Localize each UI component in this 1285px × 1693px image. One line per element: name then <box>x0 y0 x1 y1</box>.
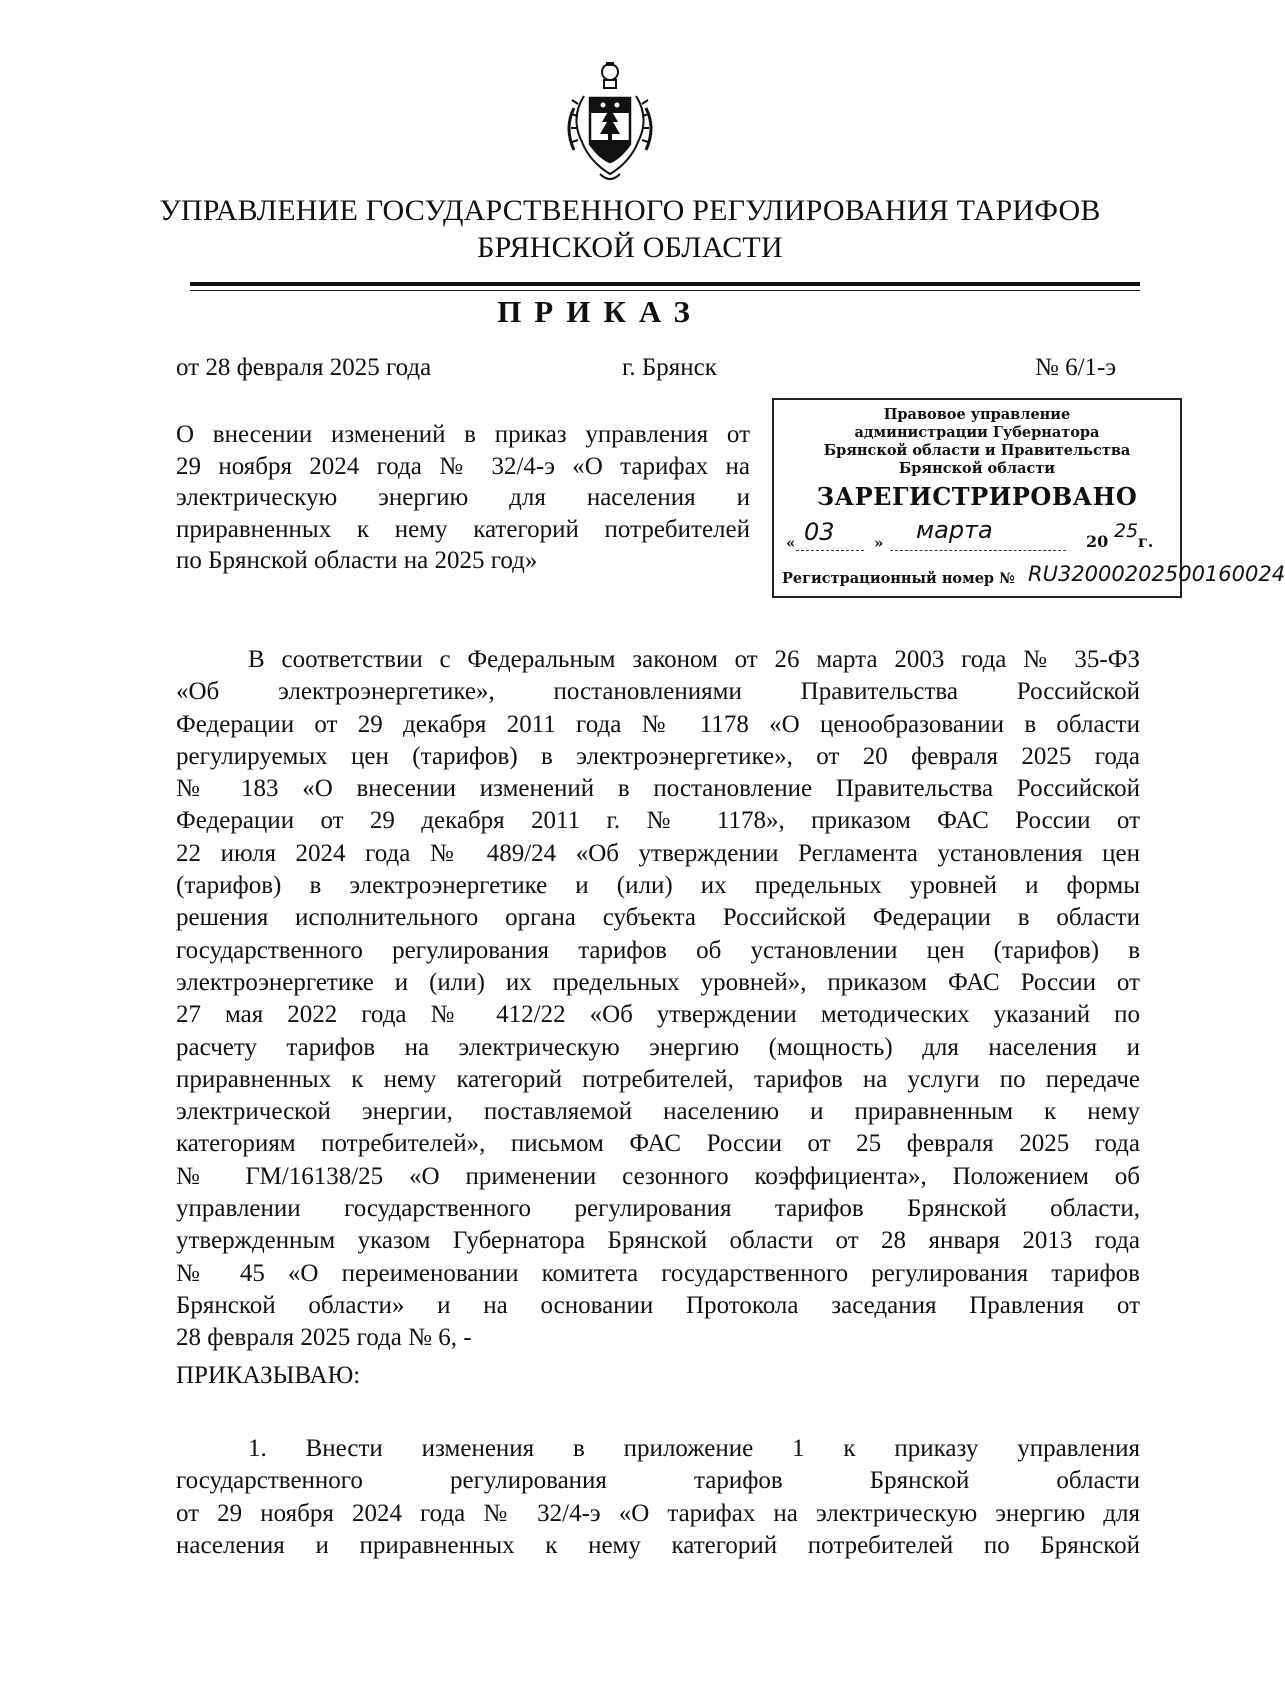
preamble-line: В соответствии с Федеральным законом от 26 марта 2003 года № 35-ФЗ <box>248 646 1140 673</box>
order-city: г. Брянск <box>622 354 717 381</box>
preamble-line: Федерации от 29 декабря 2011 г. № 1178», приказом ФАС России от <box>176 807 1140 835</box>
header-divider-thin <box>190 290 1140 291</box>
stamp-month-underline <box>890 550 1066 551</box>
preamble-line: приравненных к нему категорий потребителей, тарифов на услуги по передаче <box>176 1065 1140 1093</box>
stamp-year-suffix: г. <box>1138 532 1154 551</box>
stamp-date-line <box>786 516 1172 554</box>
item-line: государственного регулирования тарифов Брянской области <box>176 1467 1140 1495</box>
subject-line: приравненных к нему категорий потребителей <box>176 515 750 543</box>
stamp-month-handwritten: марта <box>916 516 993 544</box>
preamble-line: «Об электроэнергетике», постановлениями Правительства Российской <box>176 678 1140 706</box>
header-divider <box>190 282 1140 286</box>
preamble-line: 28 февраля 2025 года № 6, - <box>176 1324 472 1352</box>
order-directive: ПРИКАЗЫВАЮ: <box>176 1362 361 1389</box>
preamble-line: № ГМ/16138/25 «О применении сезонного коэффициента», Положением об <box>176 1162 1140 1190</box>
subject-line: электрическую энергию для населения и <box>176 484 750 511</box>
preamble-paragraph <box>176 644 1140 1355</box>
order-date: от 28 февраля 2025 года <box>176 354 432 381</box>
stamp-status: ЗАРЕГИСТРИРОВАНО <box>816 482 1138 511</box>
order-item-1 <box>176 1433 1140 1562</box>
stamp-day-handwritten: 03 <box>804 518 835 546</box>
subject-line: 29 ноября 2024 года № 32/4-э «О тарифах на <box>176 452 750 480</box>
preamble-line: решения исполнительного органа субъекта Российской Федерации в области <box>176 904 1140 932</box>
preamble-line: № 183 «О внесении изменений в постановление Правительства Российской <box>176 775 1140 803</box>
item-line: 1. Внести изменения в приложение 1 к приказу управления <box>248 1435 1140 1462</box>
order-number: № 6/1-э <box>1035 354 1117 381</box>
stamp-reg-label: Регистрационный номер № <box>782 570 1015 587</box>
subject-line: по Брянской области на 2025 год» <box>176 547 538 574</box>
preamble-line: регулируемых цен (тарифов) в электроэнергетике», от 20 февраля 2025 года <box>176 742 1140 770</box>
item-line: от 29 ноября 2024 года № 32/4-э «О тарифах на электрическую энергию для <box>176 1499 1140 1527</box>
preamble-line: Федерации от 29 декабря 2011 года № 1178 «О ценообразовании в области <box>176 710 1140 738</box>
preamble-line: 27 мая 2022 года № 412/22 «Об утверждении методических указаний по <box>176 1001 1140 1029</box>
registration-stamp <box>772 398 1285 598</box>
stamp-quote-open: « <box>786 534 796 552</box>
coat-of-arms-icon <box>560 58 660 186</box>
stamp-authority-line: Брянской области <box>898 460 1056 477</box>
stamp-authority-line: Правовое управление <box>883 406 1071 423</box>
stamp-authority-line: администрации Губернатора <box>854 424 1100 441</box>
item-line: населения и приравненных к нему категорий потребителей по Брянской <box>176 1531 1140 1559</box>
preamble-line: государственного регулирования тарифов об установлении цен (тарифов) в <box>176 936 1140 964</box>
preamble-line: 22 июля 2024 года № 489/24 «Об утверждении Регламента установления цен <box>176 839 1140 867</box>
preamble-line: управлении государственного регулирования тарифов Брянской области, <box>176 1195 1140 1223</box>
preamble-line: утвержденным указом Губернатора Брянской области от 28 января 2013 года <box>176 1227 1140 1255</box>
stamp-day-underline <box>796 550 864 551</box>
preamble-line: № 45 «О переименовании комитета государственного регулирования тарифов <box>176 1259 1140 1287</box>
preamble-line: Брянской области» и на основании Протокола заседания Правления от <box>176 1291 1140 1319</box>
stamp-authority-line: Брянской области и Правительства <box>823 442 1131 459</box>
stamp-year-handwritten: 25 <box>1114 520 1139 542</box>
preamble-line: электроэнергетике и (или) их предельных уровней», приказом ФАС России от <box>176 968 1140 996</box>
preamble-line: электрической энергии, поставляемой населению и приравненным к нему <box>176 1098 1140 1126</box>
stamp-year-prefix: 20 <box>1086 532 1109 551</box>
organization-name: УПРАВЛЕНИЕ ГОСУДАРСТВЕННОГО РЕГУЛИРОВАНИЯ ТАРИФОВ <box>159 194 1101 227</box>
document-title: ПРИКАЗ <box>497 294 703 329</box>
preamble-line: категориям потребителей», письмом ФАС России от 25 февраля 2025 года <box>176 1130 1140 1158</box>
preamble-line: (тарифов) в электроэнергетике и (или) их предельных уровней и формы <box>176 872 1140 900</box>
stamp-quote-close: » <box>874 534 884 552</box>
subject-line: О внесении изменений в приказ управления от <box>176 421 750 448</box>
preamble-line: расчету тарифов на электрическую энергию (мощность) для населения и <box>176 1033 1140 1061</box>
stamp-reg-number-handwritten: RU32000202500160024 <box>1028 562 1285 586</box>
order-subject <box>176 419 750 577</box>
organization-region: БРЯНСКОЙ ОБЛАСТИ <box>477 231 783 264</box>
stamp-registration-line <box>782 562 1285 592</box>
